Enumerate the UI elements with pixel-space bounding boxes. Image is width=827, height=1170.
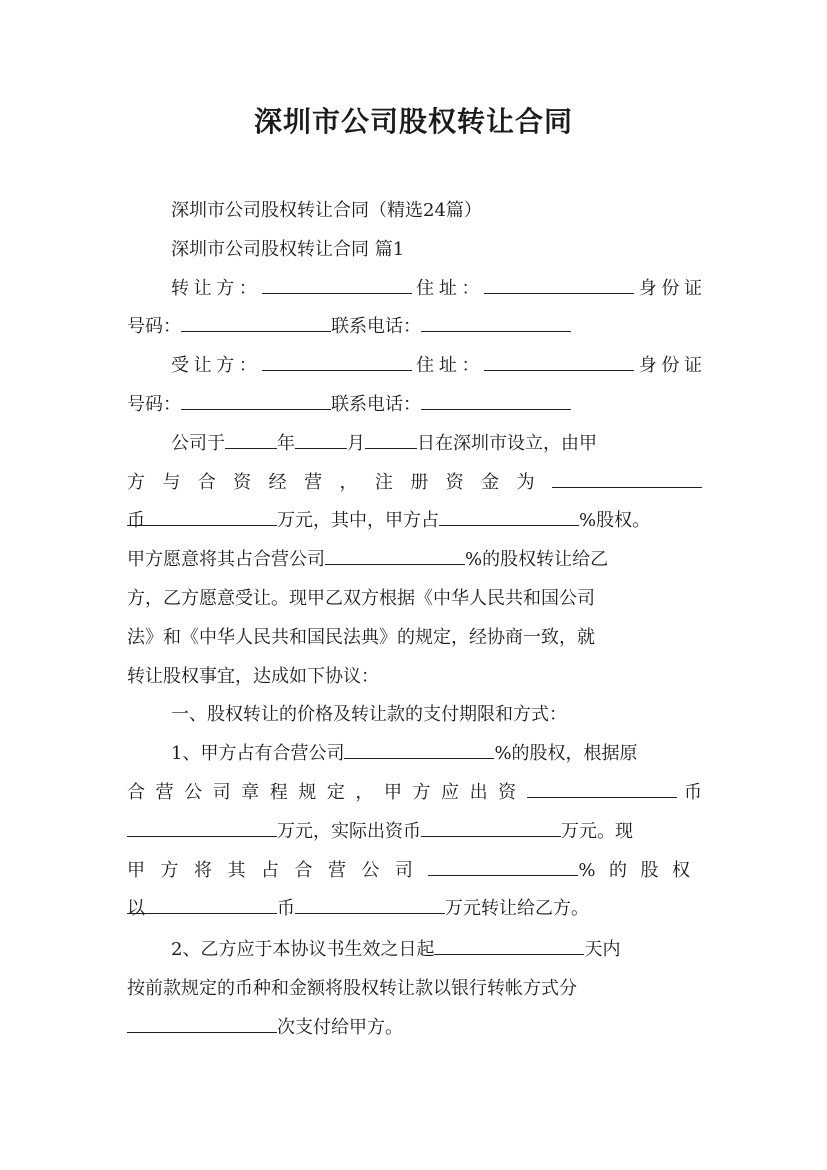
para1-text: 甲方愿意将其占合营公司 — [127, 549, 325, 571]
transferee-address-blank — [484, 370, 634, 371]
para1-line-1 — [127, 425, 702, 464]
clause-text: 万元，实际出资币 — [277, 820, 421, 842]
transferor-label: 转让方： — [171, 277, 262, 299]
capital-currency-blank — [552, 487, 702, 488]
transferor-id-label: 身份证 — [634, 277, 703, 299]
transferor-name-blank — [262, 293, 412, 294]
transferor-line-1 — [127, 270, 702, 309]
clause-text: 币 — [277, 898, 295, 920]
clause1-1-line-5 — [127, 890, 702, 929]
contribution-amount-blank — [127, 836, 277, 837]
para1-line-4 — [127, 541, 702, 580]
para1-text: 方与合资经营，注册资金为 — [127, 471, 552, 493]
section-heading: 深圳市公司股权转让合同 篇1 — [171, 238, 405, 260]
transferee-line-2 — [127, 386, 702, 425]
clause-text: 万元。现 — [561, 820, 633, 842]
day-blank — [365, 448, 417, 449]
para1-line-6: 法》和《中华人民共和国民法典》的规定，经协商一致，就 — [127, 626, 595, 648]
transferor-line-2 — [127, 308, 702, 347]
transferee-phone-blank — [421, 409, 571, 410]
clause-text: 币 — [684, 781, 702, 803]
transferee-id-blank — [181, 409, 331, 410]
transferor-address-blank — [484, 293, 634, 294]
transferor-address-label: 住址： — [411, 277, 485, 299]
clause-text: %的股权，根据原 — [494, 743, 638, 765]
clause-text: 合营公司章程规定，甲方应出资 — [127, 781, 527, 803]
clause-text: 天内 — [584, 939, 621, 961]
para1-text: %股权。 — [579, 510, 651, 532]
clause1-2-line-1 — [127, 931, 702, 970]
transfer-share-blank — [428, 875, 578, 876]
para1-text: %的股权转让给乙 — [465, 549, 609, 571]
clause1-1-line-1 — [127, 735, 702, 774]
actual-contribution-blank — [421, 836, 561, 837]
clause-text: %的股权以 — [127, 859, 702, 920]
payment-days-blank — [434, 954, 584, 955]
clause1-1-line-3 — [127, 813, 702, 852]
transferee-line-1 — [127, 347, 702, 386]
document-title: 深圳市公司股权转让合同 — [253, 105, 573, 138]
clause-text: 甲方将其占合营公司 — [127, 859, 429, 881]
capital-amount-blank — [127, 525, 277, 526]
para1-text: 币 — [127, 510, 145, 532]
para1-text: 万元，其中，甲方占 — [277, 510, 439, 532]
clause-text: 次支付给甲方。 — [277, 1016, 403, 1038]
contribution-currency-blank — [527, 797, 677, 798]
transferor-id-blank — [181, 331, 331, 332]
transferee-phone-label: 联系电话： — [331, 393, 421, 415]
transferee-address-label: 住址： — [411, 355, 485, 377]
para1-text: 年 — [277, 432, 295, 454]
document-subtitle: 深圳市公司股权转让合同（精选24篇） — [171, 200, 482, 221]
para1-text: 日在深圳市设立，由甲 — [417, 432, 597, 454]
clause-text: 1、甲方占有合营公司 — [171, 743, 345, 765]
transferor-phone-label: 联系电话： — [331, 316, 421, 338]
clause1-2-line-2: 按前款规定的币种和金额将股权转让款以银行转帐方式分 — [127, 977, 577, 999]
para1-line-5: 方，乙方愿意受让。现甲乙双方根据《中华人民共和国公司 — [127, 587, 595, 609]
transferee-id-label: 身份证 — [634, 355, 703, 377]
para1-line-3 — [127, 502, 702, 541]
clause1-2-line-3 — [127, 1009, 702, 1048]
transferee-id-number-label: 号码： — [127, 393, 181, 415]
transferor-id-number-label: 号码： — [127, 316, 181, 338]
transferee-name-blank — [262, 370, 412, 371]
para1-line-7: 转让股权事宜，达成如下协议： — [127, 665, 379, 687]
transferee-label: 受让方： — [171, 355, 262, 377]
year-blank — [225, 448, 277, 449]
transfer-percent-blank — [325, 564, 465, 565]
month-blank — [295, 448, 347, 449]
held-percent-blank — [344, 758, 494, 759]
clause-text: 万元转让给乙方。 — [445, 898, 589, 920]
price-amount-blank — [295, 913, 445, 914]
document-body — [127, 192, 702, 1048]
clause1-1-line-2 — [127, 774, 702, 813]
para1-text: 月 — [347, 432, 365, 454]
clause-text: 2、乙方应于本协议书生效之日起 — [171, 939, 435, 961]
price-currency-blank — [127, 913, 277, 914]
installments-blank — [127, 1032, 277, 1033]
clause1-heading: 一、股权转让的价格及转让款的支付期限和方式： — [171, 704, 567, 726]
share-percent-blank — [439, 525, 579, 526]
para1-text: 公司于 — [171, 432, 225, 454]
transferor-phone-blank — [421, 331, 571, 332]
